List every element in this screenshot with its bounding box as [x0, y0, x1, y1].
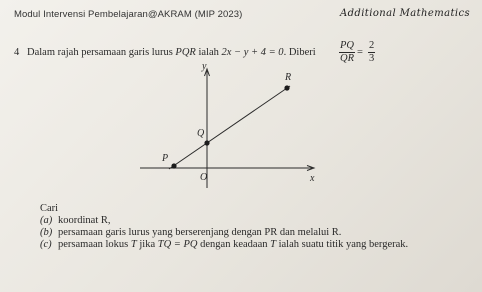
point-q: [204, 140, 209, 145]
task-a-label: (a): [40, 215, 53, 226]
module-header: Modul Intervensi Pembelajaran@AKRAM (MIP 2023): [14, 9, 243, 20]
task-b-text: persamaan garis lurus yang berserenjang dengan PR dan melalui R.: [58, 227, 342, 238]
value-numerator: 2: [369, 40, 375, 51]
equals-sign: =: [357, 47, 363, 58]
task-c-condition: TQ = PQ: [157, 239, 198, 250]
line-name: PQR: [175, 47, 196, 58]
point-p-label: P: [162, 153, 169, 164]
ratio-denominator: QR: [340, 53, 354, 64]
origin-label: O: [200, 172, 208, 183]
question-text-b: ialah: [195, 47, 222, 58]
y-axis-label: y: [202, 61, 207, 72]
line-pqr: [169, 86, 290, 169]
ratio-numerator: PQ: [340, 40, 354, 51]
task-intro: Cari: [40, 203, 59, 214]
value-denominator: 3: [369, 53, 375, 64]
task-c-t2: T: [270, 239, 276, 250]
task-a-text: koordinat R,: [58, 215, 111, 226]
task-c-text-3: dengan keadaan: [197, 239, 271, 250]
line-equation: 2x − y + 4 = 0: [221, 47, 284, 58]
point-r: [284, 85, 289, 90]
point-r-label: R: [285, 72, 292, 83]
task-b: [40, 227, 341, 238]
task-b-label: (b): [40, 227, 53, 238]
point-q-label: Q: [197, 128, 205, 139]
question-text-c: . Diberi: [283, 47, 316, 58]
task-c-text-4: ialah suatu titik yang bergerak.: [275, 239, 409, 250]
task-c-text-2: jika: [136, 239, 158, 250]
subject-title: Additional Mathematics: [339, 8, 470, 19]
task-c-label: (c): [40, 239, 52, 250]
task-c-text-1: persamaan lokus: [58, 239, 131, 250]
task-c: [40, 239, 408, 250]
question-number: 4: [14, 47, 20, 58]
point-p: [171, 163, 176, 168]
task-a: [40, 215, 111, 226]
x-axis-label: x: [310, 173, 315, 184]
question-text-a: Dalam rajah persamaan garis lurus: [27, 47, 176, 58]
task-c-t1: T: [130, 239, 137, 250]
